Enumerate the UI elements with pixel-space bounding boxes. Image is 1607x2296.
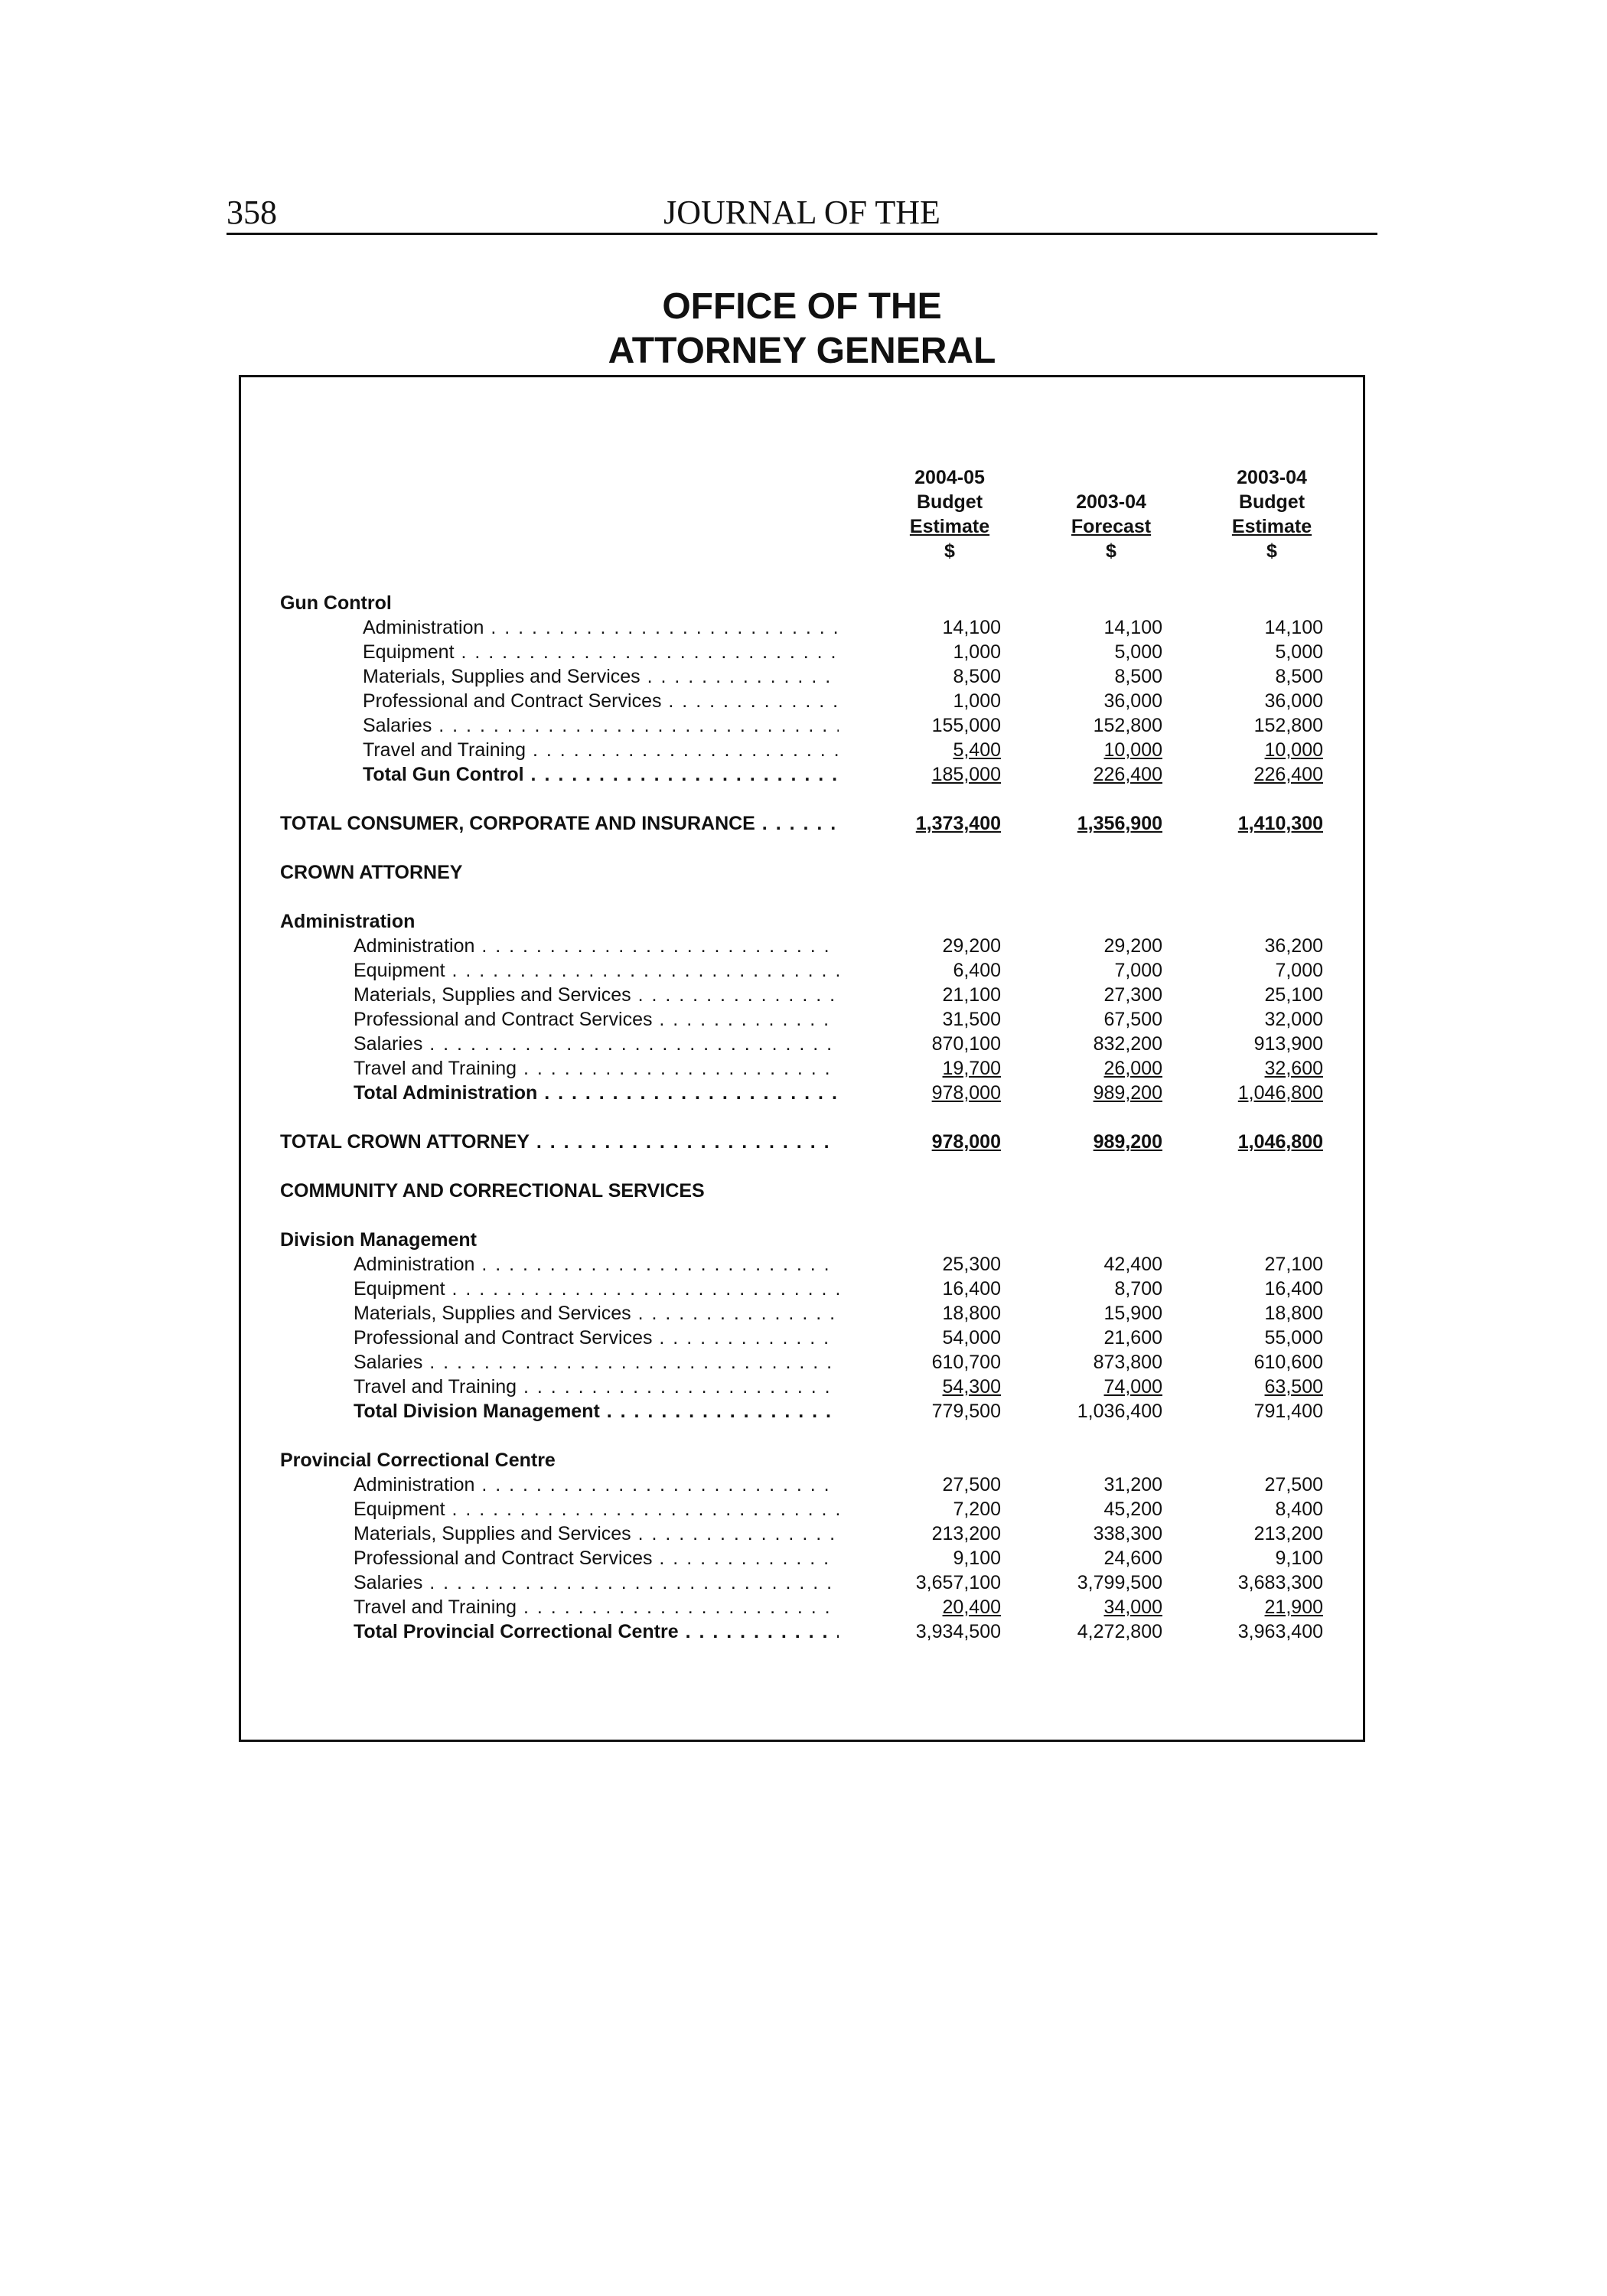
value-cell	[1055, 1473, 1162, 1497]
value-cell	[1216, 958, 1323, 983]
value-cell	[1055, 934, 1162, 958]
value-cell	[1216, 1081, 1323, 1105]
value-cell	[1055, 713, 1162, 738]
total-row	[280, 811, 1336, 836]
row-label: CROWN ATTORNEY	[280, 862, 463, 883]
value-text: 25,300	[942, 1254, 1001, 1275]
value-text: 3,799,500	[1077, 1572, 1162, 1593]
value-cell	[1216, 1301, 1323, 1326]
document-title-line-1: OFFICE OF THE	[662, 286, 942, 327]
value-text: 5,000	[1275, 641, 1323, 663]
column-header-unit: $	[1266, 540, 1277, 562]
value-text: 18,800	[942, 1303, 1001, 1324]
value-text: 63,500	[1264, 1376, 1323, 1397]
row-label: Salaries . . .	[354, 1570, 839, 1595]
total-row	[280, 1130, 1336, 1154]
value-cell	[1216, 713, 1323, 738]
page-number: 358	[227, 194, 277, 231]
value-text: 873,800	[1093, 1352, 1162, 1373]
row-label: TOTAL CROWN ATTORNEY . . .	[280, 1130, 839, 1154]
row-label: Administration . . .	[363, 615, 839, 640]
value-text: 42,400	[1103, 1254, 1162, 1275]
value-cell	[1216, 1399, 1323, 1424]
table-row	[280, 1032, 1336, 1056]
value-cell	[1216, 1570, 1323, 1595]
value-text: 29,200	[942, 935, 1001, 957]
value-text: 31,200	[1103, 1474, 1162, 1495]
value-cell	[1055, 1350, 1162, 1375]
row-label: Provincial Correctional Centre	[280, 1450, 556, 1471]
value-cell	[1216, 640, 1323, 664]
value-cell	[1216, 1277, 1323, 1301]
column-headers	[280, 465, 1336, 572]
value-cell	[1055, 664, 1162, 689]
value-cell	[894, 1056, 1001, 1081]
value-text: 1,000	[953, 690, 1001, 712]
table-row	[280, 934, 1336, 958]
row-label: Equipment . . .	[354, 1497, 839, 1521]
table-row	[280, 640, 1336, 664]
value-text: 8,400	[1275, 1499, 1323, 1520]
value-cell	[894, 1399, 1001, 1424]
value-cell	[1055, 1081, 1162, 1105]
value-text: 26,000	[1103, 1058, 1162, 1079]
row-label: Administration . . .	[354, 1252, 839, 1277]
value-cell	[894, 1032, 1001, 1056]
value-text: 1,046,800	[1237, 1131, 1323, 1153]
value-cell	[894, 958, 1001, 983]
row-label: Travel and Training . . .	[363, 738, 839, 762]
value-text: 29,200	[1103, 935, 1162, 957]
value-cell	[894, 1497, 1001, 1521]
value-cell	[1216, 1032, 1323, 1056]
value-cell	[894, 811, 1001, 836]
table-row	[280, 664, 1336, 689]
value-text: 3,963,400	[1237, 1621, 1323, 1642]
value-text: 610,700	[931, 1352, 1001, 1373]
value-text: 10,000	[1103, 739, 1162, 761]
value-text: 9,100	[953, 1548, 1001, 1569]
value-text: 32,600	[1264, 1058, 1323, 1079]
row-label: Total Provincial Correctional Centre . . .	[354, 1619, 839, 1644]
table-row	[280, 1326, 1336, 1350]
table-row	[280, 1595, 1336, 1619]
value-cell	[1216, 1546, 1323, 1570]
value-text: 34,000	[1103, 1596, 1162, 1618]
row-label: Gun Control	[280, 592, 392, 614]
value-text: 3,934,500	[915, 1621, 1001, 1642]
value-cell	[1216, 1350, 1323, 1375]
value-text: 36,000	[1103, 690, 1162, 712]
value-cell	[1055, 1521, 1162, 1546]
value-text: 8,700	[1114, 1278, 1162, 1300]
column-header-line: Budget	[1238, 491, 1305, 513]
value-cell	[894, 1130, 1001, 1154]
value-text: 3,657,100	[915, 1572, 1001, 1593]
value-cell	[1055, 958, 1162, 983]
value-text: 54,300	[942, 1376, 1001, 1397]
value-cell	[1216, 1326, 1323, 1350]
value-cell	[894, 1277, 1001, 1301]
row-label: Equipment . . .	[354, 958, 839, 983]
value-cell	[1216, 1521, 1323, 1546]
value-text: 978,000	[931, 1082, 1001, 1104]
table-row	[280, 738, 1336, 762]
value-cell	[1216, 762, 1323, 787]
value-cell	[894, 1595, 1001, 1619]
row-label: Total Gun Control . . .	[363, 762, 839, 787]
value-text: 21,100	[942, 984, 1001, 1006]
value-cell	[1055, 1497, 1162, 1521]
value-text: 870,100	[931, 1033, 1001, 1055]
value-text: 1,373,400	[915, 813, 1001, 834]
value-text: 21,600	[1103, 1327, 1162, 1349]
value-text: 1,356,900	[1077, 813, 1162, 834]
value-text: 5,000	[1114, 641, 1162, 663]
value-text: 152,800	[1093, 715, 1162, 736]
value-text: 7,000	[1114, 960, 1162, 981]
value-cell	[1216, 1375, 1323, 1399]
value-text: 14,100	[1103, 617, 1162, 638]
value-cell	[1055, 1252, 1162, 1277]
value-text: 213,200	[931, 1523, 1001, 1544]
value-text: 15,900	[1103, 1303, 1162, 1324]
value-text: 4,272,800	[1077, 1621, 1162, 1642]
document-title-line-2: ATTORNEY GENERAL	[608, 331, 996, 371]
row-spacer	[280, 1105, 1336, 1130]
column-header-line: Forecast	[1071, 516, 1152, 537]
value-cell	[1216, 1497, 1323, 1521]
value-text: 152,800	[1253, 715, 1323, 736]
value-cell	[894, 664, 1001, 689]
table-row	[280, 1497, 1336, 1521]
row-spacer	[280, 885, 1336, 909]
budget-table	[280, 465, 1336, 1644]
value-cell	[1055, 1570, 1162, 1595]
row-spacer	[280, 1203, 1336, 1228]
value-cell	[1216, 1473, 1323, 1497]
row-label: Total Division Management . . .	[354, 1399, 839, 1424]
value-cell	[1216, 1252, 1323, 1277]
value-text: 7,000	[1275, 960, 1323, 981]
value-cell	[1055, 811, 1162, 836]
row-label: Professional and Contract Services . . .	[354, 1326, 839, 1350]
value-text: 27,500	[942, 1474, 1001, 1495]
value-text: 32,000	[1264, 1009, 1323, 1030]
value-cell	[1055, 1277, 1162, 1301]
value-text: 779,500	[931, 1401, 1001, 1422]
section-heading-row	[280, 591, 1336, 615]
value-cell	[1055, 1595, 1162, 1619]
row-label: Administration	[280, 911, 416, 932]
value-text: 338,300	[1093, 1523, 1162, 1544]
total-row	[280, 1081, 1336, 1105]
table-row	[280, 1007, 1336, 1032]
total-row	[280, 1619, 1336, 1644]
table-row	[280, 1056, 1336, 1081]
value-cell	[1055, 738, 1162, 762]
row-label: COMMUNITY AND CORRECTIONAL SERVICES	[280, 1180, 705, 1202]
column-header-line: 2004-05	[914, 467, 985, 488]
value-cell	[1216, 1056, 1323, 1081]
row-label: Salaries . . .	[354, 1350, 839, 1375]
value-cell	[894, 1301, 1001, 1326]
value-text: 45,200	[1103, 1499, 1162, 1520]
row-label: Materials, Supplies and Services . . .	[363, 664, 839, 689]
value-text: 54,000	[942, 1327, 1001, 1349]
column-header-2003-04-forecast	[1035, 465, 1188, 563]
row-spacer	[280, 1154, 1336, 1179]
table-row	[280, 1570, 1336, 1595]
row-label: Administration . . .	[354, 934, 839, 958]
value-cell	[1216, 1595, 1323, 1619]
value-text: 9,100	[1275, 1548, 1323, 1569]
value-text: 213,200	[1253, 1523, 1323, 1544]
value-cell	[894, 1252, 1001, 1277]
value-cell	[894, 713, 1001, 738]
table-row	[280, 615, 1336, 640]
value-cell	[894, 1375, 1001, 1399]
row-label: Materials, Supplies and Services . . .	[354, 983, 839, 1007]
table-row	[280, 1301, 1336, 1326]
table-row	[280, 689, 1336, 713]
value-text: 913,900	[1253, 1033, 1323, 1055]
row-spacer	[280, 787, 1336, 811]
row-spacer	[280, 1424, 1336, 1448]
value-text: 27,100	[1264, 1254, 1323, 1275]
table-row	[280, 983, 1336, 1007]
value-cell	[1216, 689, 1323, 713]
table-body	[280, 591, 1336, 1644]
value-text: 610,600	[1253, 1352, 1323, 1373]
column-header-unit: $	[1106, 540, 1116, 562]
value-cell	[1216, 1130, 1323, 1154]
table-row	[280, 1473, 1336, 1497]
value-text: 989,200	[1093, 1082, 1162, 1104]
value-cell	[1055, 1056, 1162, 1081]
value-text: 24,600	[1103, 1548, 1162, 1569]
value-cell	[894, 1350, 1001, 1375]
column-header-2003-04-budget-estimate	[1195, 465, 1348, 563]
value-text: 7,200	[953, 1499, 1001, 1520]
column-header-line: 2003-04	[1237, 467, 1307, 488]
value-text: 21,900	[1264, 1596, 1323, 1618]
value-text: 1,036,400	[1077, 1401, 1162, 1422]
row-label: Professional and Contract Services . . .	[354, 1546, 839, 1570]
value-cell	[1055, 1130, 1162, 1154]
row-label: Travel and Training . . .	[354, 1375, 839, 1399]
value-text: 27,500	[1264, 1474, 1323, 1495]
value-cell	[1055, 983, 1162, 1007]
value-text: 226,400	[1253, 764, 1323, 785]
row-label: Materials, Supplies and Services . . .	[354, 1301, 839, 1326]
section-heading-row	[280, 1179, 1336, 1203]
value-cell	[1055, 1375, 1162, 1399]
value-text: 14,100	[942, 617, 1001, 638]
section-heading-row	[280, 1228, 1336, 1252]
value-text: 55,000	[1264, 1327, 1323, 1349]
value-cell	[1055, 1399, 1162, 1424]
value-cell	[1055, 640, 1162, 664]
value-cell	[1055, 689, 1162, 713]
value-cell	[1216, 1007, 1323, 1032]
value-cell	[894, 1326, 1001, 1350]
value-cell	[894, 615, 1001, 640]
row-label: Equipment . . .	[363, 640, 839, 664]
column-header-line	[1035, 465, 1188, 490]
value-cell	[1055, 1326, 1162, 1350]
total-row	[280, 1399, 1336, 1424]
column-header-unit: $	[944, 540, 955, 562]
row-label: Travel and Training . . .	[354, 1056, 839, 1081]
section-heading-row	[280, 1448, 1336, 1473]
value-text: 185,000	[931, 764, 1001, 785]
value-cell	[1055, 1301, 1162, 1326]
row-label: Division Management	[280, 1229, 477, 1251]
table-row	[280, 1350, 1336, 1375]
total-row	[280, 762, 1336, 787]
section-heading-row	[280, 909, 1336, 934]
value-text: 25,100	[1264, 984, 1323, 1006]
document-title	[227, 285, 1377, 373]
value-text: 10,000	[1264, 739, 1323, 761]
row-label: Salaries . . .	[363, 713, 839, 738]
value-text: 8,500	[1114, 666, 1162, 687]
section-heading-row	[280, 860, 1336, 885]
value-text: 8,500	[1275, 666, 1323, 687]
value-cell	[894, 1546, 1001, 1570]
value-text: 155,000	[931, 715, 1001, 736]
value-text: 14,100	[1264, 617, 1323, 638]
running-head	[227, 193, 1377, 235]
table-row	[280, 1375, 1336, 1399]
value-text: 19,700	[942, 1058, 1001, 1079]
column-header-line: Estimate	[909, 516, 990, 537]
row-label: Materials, Supplies and Services . . .	[354, 1521, 839, 1546]
value-text: 1,000	[953, 641, 1001, 663]
value-cell	[894, 689, 1001, 713]
value-text: 67,500	[1103, 1009, 1162, 1030]
value-text: 20,400	[942, 1596, 1001, 1618]
value-cell	[894, 1521, 1001, 1546]
value-text: 36,000	[1264, 690, 1323, 712]
value-cell	[1055, 1546, 1162, 1570]
value-cell	[894, 983, 1001, 1007]
table-row	[280, 1277, 1336, 1301]
value-cell	[1216, 1619, 1323, 1644]
value-cell	[894, 1081, 1001, 1105]
value-text: 978,000	[931, 1131, 1001, 1153]
value-text: 16,400	[942, 1278, 1001, 1300]
value-cell	[1216, 934, 1323, 958]
value-cell	[894, 1619, 1001, 1644]
row-label: Administration . . .	[354, 1473, 839, 1497]
row-label: Salaries . . .	[354, 1032, 839, 1056]
row-label: Professional and Contract Services . . .	[354, 1007, 839, 1032]
value-text: 74,000	[1103, 1376, 1162, 1397]
value-cell	[1055, 1007, 1162, 1032]
row-label: Travel and Training . . .	[354, 1595, 839, 1619]
value-cell	[1055, 1032, 1162, 1056]
value-cell	[894, 1473, 1001, 1497]
value-text: 18,800	[1264, 1303, 1323, 1324]
table-row	[280, 1546, 1336, 1570]
value-cell	[1216, 811, 1323, 836]
value-cell	[1216, 983, 1323, 1007]
table-row	[280, 958, 1336, 983]
value-cell	[894, 738, 1001, 762]
value-text: 1,410,300	[1237, 813, 1323, 834]
value-text: 36,200	[1264, 935, 1323, 957]
journal-title: JOURNAL OF THE	[663, 194, 940, 231]
value-cell	[1216, 664, 1323, 689]
value-cell	[1216, 738, 1323, 762]
table-row	[280, 1252, 1336, 1277]
value-cell	[1055, 1619, 1162, 1644]
value-cell	[894, 640, 1001, 664]
value-cell	[894, 762, 1001, 787]
value-cell	[1055, 762, 1162, 787]
value-cell	[894, 1570, 1001, 1595]
value-text: 16,400	[1264, 1278, 1323, 1300]
value-text: 3,683,300	[1237, 1572, 1323, 1593]
column-header-line: Budget	[916, 491, 983, 513]
table-row	[280, 713, 1336, 738]
column-header-2004-05-budget-estimate	[873, 465, 1026, 563]
column-header-line: Estimate	[1231, 516, 1312, 537]
value-cell	[1216, 615, 1323, 640]
value-text: 791,400	[1253, 1401, 1323, 1422]
row-label: Total Administration . . .	[354, 1081, 839, 1105]
value-cell	[894, 1007, 1001, 1032]
value-cell	[894, 934, 1001, 958]
value-text: 8,500	[953, 666, 1001, 687]
value-text: 226,400	[1093, 764, 1162, 785]
table-row	[280, 1521, 1336, 1546]
value-text: 31,500	[942, 1009, 1001, 1030]
value-cell	[1055, 615, 1162, 640]
row-spacer	[280, 836, 1336, 860]
value-text: 27,300	[1103, 984, 1162, 1006]
row-label: TOTAL CONSUMER, CORPORATE AND INSURANCE . . .	[280, 811, 839, 836]
row-label: Professional and Contract Services . . .	[363, 689, 839, 713]
value-text: 832,200	[1093, 1033, 1162, 1055]
column-header-line: 2003-04	[1076, 491, 1146, 513]
value-text: 5,400	[953, 739, 1001, 761]
value-text: 989,200	[1093, 1131, 1162, 1153]
row-label: Equipment . . .	[354, 1277, 839, 1301]
value-text: 6,400	[953, 960, 1001, 981]
value-text: 1,046,800	[1237, 1082, 1323, 1104]
